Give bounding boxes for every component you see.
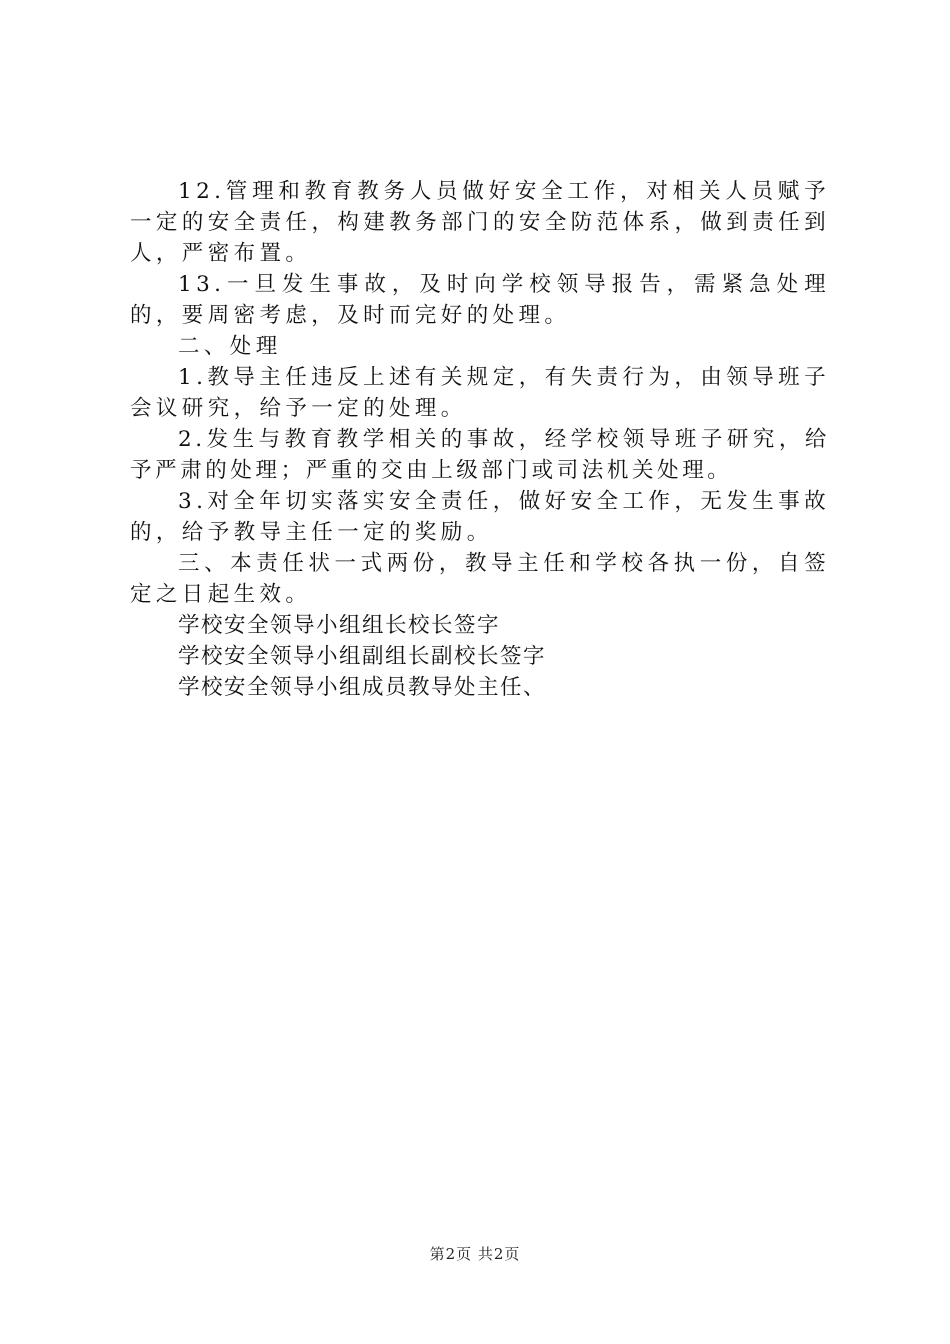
paragraph-handling-3: 3.对全年切实落实安全责任，做好安全工作，无发生事故的，给予教导主任一定的奖励。	[130, 489, 830, 545]
paragraph-item-12: 12.管理和教育教务人员做好安全工作，对相关人员赋予一定的安全责任，构建教务部门的安全防范体系，做到责任到人，严密布置。	[130, 179, 830, 266]
section-heading-handling: 二、处理	[178, 334, 282, 359]
paragraph-item-13: 13.一旦发生事故，及时向学校领导报告，需紧急处理的，要周密考虑，及时而完好的处理。	[130, 272, 830, 328]
signature-line-deputy-leader: 学校安全领导小组副组长副校长签字	[178, 644, 547, 669]
signature-line-member: 学校安全领导小组成员教导处主任、	[178, 675, 547, 700]
paragraph-handling-1: 1.教导主任违反上述有关规定，有失责行为，由领导班子会议研究，给予一定的处理。	[130, 365, 830, 421]
paragraph-section-three: 三、本责任状一式两份，教导主任和学校各执一份，自签定之日起生效。	[130, 551, 830, 607]
page-number-footer: 第2页 共2页	[429, 1245, 521, 1263]
signature-line-leader: 学校安全领导小组组长校长签字	[178, 613, 501, 638]
document-body	[130, 176, 830, 703]
paragraph-handling-2: 2.发生与教育教学相关的事故，经学校领导班子研究，给予严肃的处理；严重的交由上级部门或司法机关处理。	[130, 427, 830, 483]
